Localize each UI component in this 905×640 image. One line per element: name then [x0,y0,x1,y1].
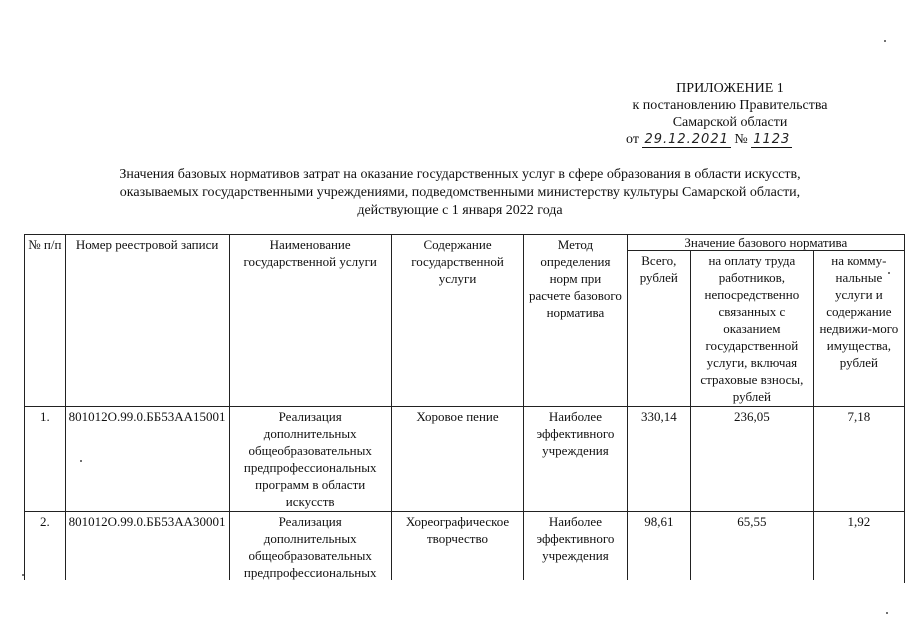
header-utilities: на комму-нальные услуги и содержание недвижи-мого имущества, рублей [813,251,904,407]
norms-table [24,234,905,583]
row-content: Хореографическое творчество [391,512,523,583]
scan-speck [80,460,82,462]
appendix-block [560,80,900,148]
header-row-1 [25,235,905,251]
table-row [25,407,905,512]
row-total: 330,14 [627,407,690,512]
row-registry: 801012О.99.0.ББ53АА30001 [65,512,229,583]
header-wages: на оплату труда работников, непосредственно связанных с оказанием государственной услуги, включая страховые взносы, рублей [691,251,814,407]
row-service-name: Реализация дополнительных общеобразовательных предпрофессиональных [229,512,391,583]
header-num: № п/п [25,235,66,407]
title-line-2: оказываемых государственными учреждениями, подведомственными министерству культуры Самарской области, [119,185,801,200]
handwritten-number: 1123 [753,132,791,147]
row-wages: 236,05 [691,407,814,512]
row-registry: 801012О.99.0.ББ53АА15001 [65,407,229,512]
row-num: 1. [25,407,66,512]
appendix-decree-line: к постановлению Правительства [632,98,828,113]
row-service-name: Реализация дополнительных общеобразовательных предпрофессиональных программ в области искусств [229,407,391,512]
row-wages: 65,55 [691,512,814,583]
appendix-region-line: Самарской области [672,115,788,130]
row-total: 98,61 [627,512,690,583]
row-method: Наиболее эффективного учреждения [524,512,627,583]
title-line-1: Значения базовых нормативов затрат на оказание государственных услуг в сфере образования в области искусств, [119,167,801,182]
date-prefix: от [626,132,639,147]
appendix-date-line [560,131,900,148]
table-row [25,512,905,583]
row-content: Хоровое пение [391,407,523,512]
row-num: 2. [25,512,66,583]
scan-speck [888,272,890,274]
header-total: Всего, рублей [627,251,690,407]
header-registry: Номер реестровой записи [65,235,229,407]
page-crop-edge [24,580,904,640]
row-utilities: 7,18 [813,407,904,512]
scan-speck [884,40,886,42]
row-method: Наиболее эффективного учреждения [524,407,627,512]
document-title [20,166,900,220]
number-sign: № [734,132,748,147]
appendix-heading: ПРИЛОЖЕНИЕ 1 [676,81,784,96]
header-content: Содержание государственной услуги [391,235,523,407]
header-norm-group: Значение базового норматива [627,235,904,251]
header-service-name: Наименование государственной услуги [229,235,391,407]
title-line-3: действующие с 1 января 2022 года [357,203,563,218]
row-utilities: 1,92 [813,512,904,583]
scan-speck [886,612,888,614]
scan-speck [22,574,24,576]
header-method: Метод определения норм при расчете базового норматива [524,235,627,407]
handwritten-date: 29.12.2021 [644,132,729,147]
